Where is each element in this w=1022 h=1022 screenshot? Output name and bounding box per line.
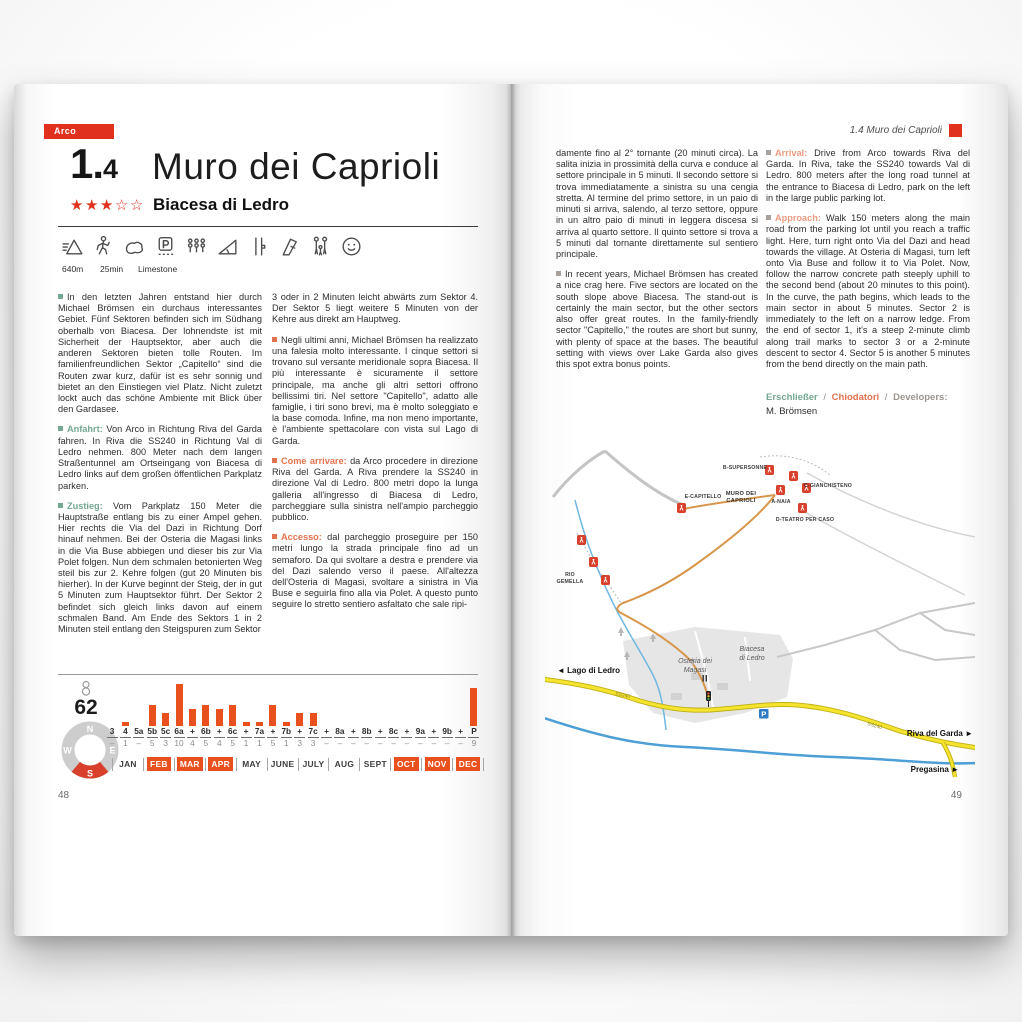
grade-label: 9a [415,726,425,736]
season-calendar [112,755,484,773]
mountain-road [553,451,605,497]
grade-count: 4 [190,738,195,748]
grade-bar [269,705,276,726]
paragraph: Arrival: Drive from Arco towards Riva del Garda. In Riva, take the SS240 towards Val di Ledro. 800 meters after the long road tunnel at the entrance to Biacesa di Ledro, park on the left in the large public parking lot. [766,148,970,203]
month-active: APR [208,757,233,771]
smiley-icon [339,234,364,259]
paragraph: 3 oder in 2 Minuten leicht abwärts zum Sektor 4. Der Sektor 5 liegt weitere 5 Minuten von der Kehre aus direkt am Hauptweg. [272,292,478,325]
month-cell [144,757,174,771]
month-cell [360,757,390,771]
grade-count: 3 [297,738,302,748]
month-active: OCT [394,757,419,771]
grade-count: 5 [203,738,209,748]
grade-label: 5c [161,726,171,736]
grade-label: 8b [361,726,372,736]
grade-count: – [431,738,437,748]
grade-column [401,682,413,754]
grade-count: 5 [149,738,155,748]
crag-title: Muro dei Caprioli [152,146,441,187]
grade-column [321,682,333,754]
svg-text:P: P [761,709,767,719]
grade-count: – [404,738,410,748]
grade-count: – [391,738,396,748]
paragraph: Zustieg: Vom Parkplatz 150 Meter die Hauptstraße entlang bis zu einer Ampel gehen. Hier rechts die Via del Dazi in Richtung Dorf hinauf nehmen. Bei der Osteria die Magasi links in die Via Buse abbiegen und dieser bis zur Via Polet folgen. Nun dem schmalen betonierten Weg steil bis zur 2. Kehre folgen (gut 20 Minuten bis hierher). In der Kurve beginnt der Steig, der in gut 5 Minuten zum Hauptsektor führt. Der Sektor 2 befindet sich gleich links davon auf einem schmalen Band. Am Ende des Sektors 1 in 2 Minuten steil entlang den Steigspuren zum Sektor [58,500,262,635]
grade-count: – [136,738,142,748]
approach-time-icon [91,234,116,259]
grade-column [160,682,172,754]
grade-count: 5 [270,738,276,748]
crag-number-main: 1. [70,140,104,187]
grade-label: 3 [109,726,115,736]
sector-marker [798,503,807,513]
developers-block [766,392,970,417]
map-label-road-1: SS240 [614,691,631,701]
paragraph: Come arrivare: da Arco procedere in direzione Riva del Garda. A Riva prendere la SS240 in direzione Val di Ledro. 800 metri dopo la lunga galleria all'ingresso di Biacesa di Ledro, parcheggiare sulla sinistra nell'ampio parcheggio pubblico. [272,455,478,522]
grade-column [200,682,212,754]
compass-w: W [63,745,72,756]
grade-count: 1 [283,738,289,748]
slab-icon [215,234,240,259]
grade-count: 1 [123,738,128,748]
region-tab-label: Arco [54,126,77,136]
grade-column [294,682,306,754]
map-label-osteria-1: Osteria dei [678,658,712,665]
grade-label: + [243,726,249,736]
crag-number-sub: 4 [103,154,119,184]
altitude-icon [60,234,85,259]
month-cell [422,757,452,771]
map-label-osteria-2: Magasi [683,667,707,674]
grade-bar [296,713,303,726]
paragraph-heading: Accesso: [281,532,328,543]
grade-column [227,682,239,754]
grade-bar [189,709,196,726]
grade-column [374,682,386,754]
month-cell [329,757,359,771]
paragraph-heading: Approach: [775,213,827,224]
grade-count: – [418,738,423,748]
grade-bar [149,705,156,726]
grade-column [119,682,131,754]
page-right [511,84,1008,936]
grade-count: – [324,738,329,748]
approach-time-value: 25min [100,264,124,274]
month-active: DEC [456,757,481,771]
grade-count: – [458,738,463,748]
grade-column [468,682,480,754]
map-label-rio-2: GEMELLA [556,579,584,585]
grade-column [106,682,118,754]
parking-map-icon [759,709,769,719]
star-empty-icon: ☆ [129,197,145,214]
grade-column [213,682,225,754]
grade-label: 6c [228,726,238,736]
grade-bar [470,688,477,726]
sector-marker [577,535,586,545]
grade-label: + [216,726,222,736]
routes-count-icon [76,680,96,696]
crag-subtitle: Biacesa di Ledro [153,195,290,214]
month-cell [113,757,143,771]
text-column [556,148,758,478]
title-divider [58,226,478,227]
rock-type-icon [122,234,147,259]
grade-label: 8a [335,726,345,736]
grade-label: + [431,726,437,736]
grade-label: + [324,726,329,736]
grade-label: 6a [174,726,184,736]
text-column [58,292,262,674]
sector-marker [677,503,686,513]
page-number-right: 49 [950,790,962,801]
grade-column [428,682,440,754]
month-inactive: SEPT [363,759,387,769]
paragraph: Approach: Walk 150 meters along the main road from the parking lot until you reach a traffic light. Here, turn right onto Via del Dazi and head towards the village. At Osteria di Magasi, turn left onto Via Buse and follow it to Via Polet. Now, follow the narrow concrete path steeply uphill to the second bend (about 20 minutes to this point). In the curve, the path begins, which leads to the main sector in about 5 minutes. Sector 2 is immediately to the left on a narrow ledge. From the end of sector 1, it's a steep 2-minute climb along trail marks to sector 3 or a 2-minute descent to sector 4. Sector 5 is another 5 minutes from the bend directly on the main path. [766,213,970,369]
grade-column [414,682,426,754]
map-label-biacesa-1: Biacesa [739,646,765,653]
grade-label: 7a [254,726,265,736]
grade-bar [310,713,317,726]
month-cell [175,757,205,771]
sector-marker [789,471,798,481]
grade-count: – [364,738,370,748]
grade-bar [162,713,169,726]
map-label-area-1: MURO DEI [725,491,757,497]
separator: / [882,392,891,404]
grade-label: 6b [201,726,211,736]
grade-column [186,682,198,754]
grade-label: 7b [281,726,292,736]
month-cell [206,757,236,771]
family-icon [308,234,333,259]
star-filled-icon: ★ [84,197,100,214]
compass-s: S [86,768,94,779]
paragraph-bullet [766,150,771,155]
grade-column [253,682,265,754]
book-spine [506,84,516,936]
grade-label: 7c [308,726,318,736]
header-accent-square [949,124,962,137]
separator: / [820,392,829,404]
paragraph-bullet [272,458,277,463]
month-active: FEB [147,757,171,771]
star-empty-icon: ☆ [114,197,130,214]
paragraph: In den letzten Jahren entstand hier durch Michael Brömsen ein durchaus interessantes Gebiet. Fünf Sektoren befinden sich im Südhang oberhalb von Biacesa. Der lohnendste ist mit Sicherheit der Hauptsektor, aber auch die anderen Sektoren bieten tolle Routen. Im familienfreundlichen Sektor „Capitello“ sind die Routen zwar kurz, dafür ist es sehr sonnig und bietet an den Einstiegen viel Platz. Nicht zuletzt lockt auch das schöne Ambiente mit Blick über den Gardasee. [58,292,262,415]
grade-label: + [350,726,356,736]
grade-column [361,682,373,754]
map-label-area-2: CAPRIOLI [726,498,756,504]
month-inactive: JULY [302,759,325,769]
region-tab [44,124,114,139]
month-separator [483,758,484,771]
grade-label: + [404,726,410,736]
grade-count: 10 [174,738,184,748]
text-column [272,292,478,674]
star-filled-icon: ★ [99,197,115,214]
month-cell [299,757,329,771]
grade-label: 5b [147,726,158,736]
map-label-biacesa-2: di Ledro [739,655,765,662]
map-label-sector-d: D-TEATRO PER CASO [775,517,835,523]
sector-marker [776,485,785,495]
grade-label: 4 [123,726,128,736]
grade-label: + [377,726,383,736]
bolts-icon [184,234,209,259]
river [545,717,975,763]
rock-type-value: Limestone [138,264,178,274]
grade-count: 3 [163,738,168,748]
month-inactive: AUG [334,759,355,769]
grade-label: 5a [134,726,144,736]
grade-label: 8c [388,726,399,736]
month-cell [237,757,267,771]
grade-count: 9 [471,738,477,748]
book-spread [14,84,1008,936]
map-label-rio-1: RIO [565,572,575,578]
paragraph-bullet [58,503,63,508]
month-active: MAR [177,757,203,771]
month-cell [453,757,483,771]
paragraph-bullet [766,215,771,220]
grade-column [388,682,400,754]
paragraph: In recent years, Michael Brömsen has created a nice crag here. Five sectors are located on the south slope above Biacesa. The stand-out is certainly the main sector, but the other sectors also offer great routes. In the family-friendly sector "Capitello," the routes are short but sunny, with plenty of space at the bases. The beautiful setting with views over Lake Garda also gives this spot extra bonus points. [556,269,758,369]
paragraph: Negli ultimi anni, Michael Brömsen ha realizzato una falesia molto interessante. I cinque settori si trovano sul versante meridionale sopra Biacesa. Il più interessante è sicuramente il settore principale, ma anche gli altri settori offrono bellissimi tiri. Nel settore "Capitello", adatto alle famiglie, i tiri sono brevi, ma è molto soleggiato e la base comoda. Infine, ma non meno importante, è l'ambiente spettacolare con vista sul Lago di Garda. [272,334,478,446]
compass-n: N [86,724,94,734]
grade-column [334,682,346,754]
grade-count: – [351,738,356,748]
compass-e: E [109,745,116,756]
paragraph-bullet [58,426,63,431]
grade-count: 1 [257,738,262,748]
paragraph-heading: Zustieg: [67,500,114,511]
paragraph-bullet [58,294,63,299]
paragraph-bullet [272,337,277,342]
sector-marker [589,557,598,567]
grade-count: – [109,738,115,748]
paragraph: damente fino al 2° tornante (20 minuti circa). La salita inizia in prossimità della curva e conduce al settore principale in 5 minuti. Il secondo settore si trova immediatamente a sinistra su una cengia stretta. Al termine del primo settore, in un paio di minuti si arriva, salendo, al terzo settore, oppure in un altro paio di minuti in leggera discesa si arriva al quarto settore. Il quinto settore si trova a 5 minuti dal tornante direttamente sul sentiero principale. [556,148,758,259]
overhang-icon [277,234,302,259]
developers-label: Developers: [893,392,948,404]
map-label-sector-c: C-GIANCHISTENO [803,483,853,489]
month-inactive: JUNE [270,759,295,769]
map-label-sector-a: A-NAIA [771,499,791,505]
grade-count: 1 [243,738,249,748]
map-label-pregasina: Pregasina ► [910,765,959,774]
chart-divider [58,674,478,675]
grade-column [280,682,292,754]
grade-bar [202,705,209,726]
month-inactive: MAY [242,759,262,769]
month-inactive: JAN [119,759,137,769]
mountain-road [605,451,683,505]
grade-label: + [270,726,276,736]
running-header: 1.4 Muro dei Caprioli [849,125,942,136]
tree-icon [618,627,624,636]
grade-column [307,682,319,754]
routes-count: 62 [74,696,98,719]
star-filled-icon: ★ [70,197,85,214]
grade-label: 9b [442,726,452,736]
grade-label: + [190,726,195,736]
page-left [14,84,511,936]
grade-count: 5 [230,738,235,748]
map-label-riva: Riva del Garda ► [906,729,973,738]
developer-name: M. Brömsen [766,406,818,418]
month-cell [268,757,298,771]
star-rating [70,196,145,214]
grade-column [455,682,467,754]
paragraph-heading: Anfahrt: [67,424,107,435]
grade-bar [216,709,223,726]
paragraph: Accesso: dal parcheggio proseguire per 150 metri lungo la strada principale fino ad un semaforo. Da qui svoltare a destra e prendere via del Dazi salendo verso il paese. All'altezza dell'Osteria di Magasi, svoltare a sinistra in Via Buse e seguirla fino alla via Polet. A questo punto seguire lo stretto sentiero asfaltato che sale ripi- [272,532,478,610]
month-cell [391,757,421,771]
parking-icon [153,234,178,259]
grade-column [240,682,252,754]
map-label-road-2: SS240 [866,721,883,732]
grade-label: + [297,726,303,736]
map-label-sector-b: B-SUPERSONNE [722,465,768,471]
access-map [545,445,975,785]
grade-count: 4 [216,738,222,748]
grade-count: – [377,738,383,748]
grade-column [146,682,158,754]
map-label-lago: ◄ Lago di Ledro [557,666,621,675]
grade-histogram [106,682,480,754]
grade-column [347,682,359,754]
grade-bar [229,705,236,726]
developers-label: Chiodatori [831,392,880,404]
page-number-left: 48 [58,790,70,801]
crag-number [70,140,118,188]
month-active: NOV [425,757,450,771]
crag-info-icons [60,234,364,259]
paragraph-bullet [556,271,561,276]
altitude-value: 640m [62,264,84,274]
grade-label: + [458,726,463,736]
grade-label: P [471,726,477,736]
developers-label: Erschließer [766,392,818,404]
grade-column [173,682,185,754]
paragraph: Anfahrt: Von Arco in Richtung Riva del Garda fahren. In Riva die SS240 in Richtung Val di Ledro nehmen. 800 Meter nach dem langen Straßentunnel am Ortseingang von Biacesa di Ledro links auf dem großen öffentlichen Parkplatz parken. [58,424,262,491]
grade-count: – [337,738,343,748]
paragraph-bullet [272,534,277,539]
grade-column [267,682,279,754]
grade-column [133,682,145,754]
vertical-icon [246,234,271,259]
sector-marker [601,575,610,585]
map-label-sector-e: E-CAPITELLO [684,494,722,500]
grade-count: – [444,738,450,748]
grade-bar [176,684,183,726]
grade-count: 3 [310,738,316,748]
grade-column [441,682,453,754]
paragraph-heading: Arrival: [775,148,815,158]
paragraph-heading: Come arrivare: [281,455,351,466]
